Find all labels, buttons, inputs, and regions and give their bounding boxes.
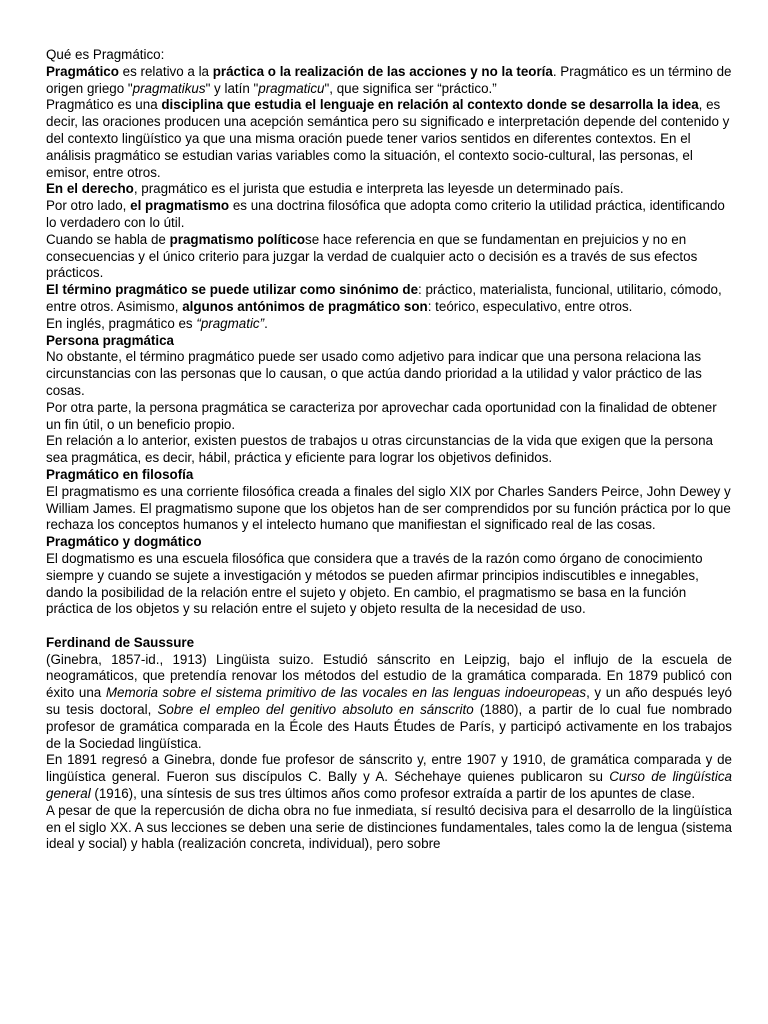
heading-dogmatico: Pragmático y dogmático [46,534,202,550]
paragraph-sinonimos: El término pragmático se puede utilizar como sinónimo de: práctico, materialista, funcional, utilitario, cómodo, entre otros. Asimismo, algunos antónimos de pragmático son: teórico, especulativo, entre otros. [46,282,722,314]
paragraph-filosofia: El pragmatismo es una corriente filosófica creada a finales del siglo XIX por Charles Sanders Peirce, John Dewey y William James. El pragmatismo supone que los objetos han de ser comprendidos por su función práctica por lo que rechaza los conceptos humanos y el intelecto humano que manifiestan el significado real de las cosas. [46,483,731,533]
bold-phrase: disciplina que estudia el lenguaje en relación al contexto donde se desarrolla la idea [161,97,699,113]
document-title: Qué es Pragmático: [46,47,165,62]
heading-filosofia: Pragmático en filosofía [46,466,194,482]
paragraph-persona-1: No obstante, el término pragmático puede ser usado como adjetivo para indicar que una persona relaciona las circunstancias con las personas que lo causan, o que actúa dando prioridad a la utilidad y valor práctico de las cosas. [46,349,702,398]
italic-term: “pragmatic” [196,315,265,331]
paragraph-persona-2: Por otra parte, la persona pragmática se caracteriza por aprovechar cada oportunidad con la finalidad de obtener un fin útil, o un beneficio propio. [46,399,717,432]
italic-title: Sobre el empleo del genitivo absoluto en sánscrito [157,702,474,718]
heading-persona: Persona pragmática [46,332,175,348]
heading-saussure: Ferdinand de Saussure [46,634,195,650]
paragraph-saussure-2: En 1891 regresó a Ginebra, donde fue profesor de sánscrito y, entre 1907 y 1910, de gramática comparada y de lingüística general. Fueron sus discípulos C. Bally y A. Séchehaye quienes publicaron su Curso de lingüística general (1916), una síntesis de sus tres últimos años como profesor extraída a partir de los apuntes de clase. [46,752,732,802]
paragraph-pragmatismo: Por otro lado, el pragmatismo es una doctrina filosófica que adopta como criterio la utilidad práctica, identificando lo verdadero con lo útil. [46,198,725,230]
italic-title: Memoria sobre el sistema primitivo de las vocales en las lenguas indoeuropeas [105,685,587,701]
paragraph-persona-3: En relación a lo anterior, existen puestos de trabajos u otras circunstancias de la vida que exigen que la persona sea pragmática, es decir, hábil, práctica y eficiente para lograr los objetivos definidos. [46,433,713,466]
bold-phrase: práctica o la realización de las acciones y no la teoría [212,63,553,79]
bold-phrase: algunos antónimos de pragmático son [182,298,428,314]
bold-phrase: pragmatismo político [169,231,306,247]
paragraph-spacer [46,618,732,635]
paragraph-discipline: Pragmático es una disciplina que estudia el lenguaje en relación al contexto donde se desarrolla la idea, es decir, las oraciones producen una acepción semántica pero su significado e interpretación depende del contenido y del contexto lingüístico ya que una misma oración puede tener varios sentidos en diferentes contextos. En el análisis pragmático se estudian varias variables como la situación, el contexto socio-cultural, las personas, el emisor, entre otros. [46,97,730,180]
paragraph-saussure-1: (Ginebra, 1857-id., 1913) Lingüista suizo. Estudió sánscrito en Leipzig, bajo el influjo de la escuela de neogramáticos, que pretendía renovar los métodos del estudio de la gramática comparada. En 1879 publicó con éxito una Memoria sobre el sistema primitivo de las vocales en las lenguas indoeuropeas, y un año después leyó su tesis doctoral, Sobre el empleo del genitivo absoluto en sánscrito (1880), a partir de lo cual fue nombrado profesor de gramática comparada en la École des Hauts Études de París, y participó activamente en los trabajos de la Sociedad lingüística. [46,651,732,751]
paragraph-definition: Pragmático es relativo a la práctica o la realización de las acciones y no la teoría. Pragmático es un término de origen griego "pragmatikus" y latín "pragmaticu", que significa ser “práctico.” [46,63,732,96]
italic-title: Curso de lingüística general [46,769,732,802]
italic-term: pragmaticu [258,80,325,96]
bold-phrase: El término pragmático se puede utilizar como sinónimo de [46,282,419,298]
bold-phrase: el pragmatismo [130,198,230,214]
italic-term: pragmatikus [132,80,206,96]
paragraph-saussure-3: A pesar de que la repercusión de dicha obra no fue inmediata, sí resultó decisiva para el desarrollo de la lingüística en el siglo XX. A sus lecciones se deben una serie de distinciones fundamentales, tales como la de lengua (sistema ideal y social) y habla (realización concreta, individual), pero sobre [46,802,732,852]
paragraph-ingles: En inglés, pragmático es “pragmatic”. [46,315,268,331]
paragraph-dogmatico: El dogmatismo es una escuela filosófica que considera que a través de la razón como órgano de conocimiento siempre y cuando se sujete a investigación y métodos se pueden afirmar principios indiscutibles e innegables, dando la posibilidad de la relación entre el sujeto y objeto. En cambio, el pragmatismo se basa en la función práctica de los objetos y su relación entre el sujeto y objeto resulta de la necesidad de uso. [46,550,703,617]
paragraph-derecho: En el derecho, pragmático es el jurista que estudia e interpreta las leyesde un determinado país. [46,181,624,197]
document-page [46,47,732,853]
paragraph-politico: Cuando se habla de pragmatismo políticose hace referencia en que se fundamentan en prejuicios y no en consecuencias y el único criterio para juzgar la verdad de cualquier acto o decisión es a través de sus efectos prácticos. [46,231,698,281]
bold-phrase: En el derecho [46,181,134,197]
bold-term: Pragmático [46,63,119,79]
